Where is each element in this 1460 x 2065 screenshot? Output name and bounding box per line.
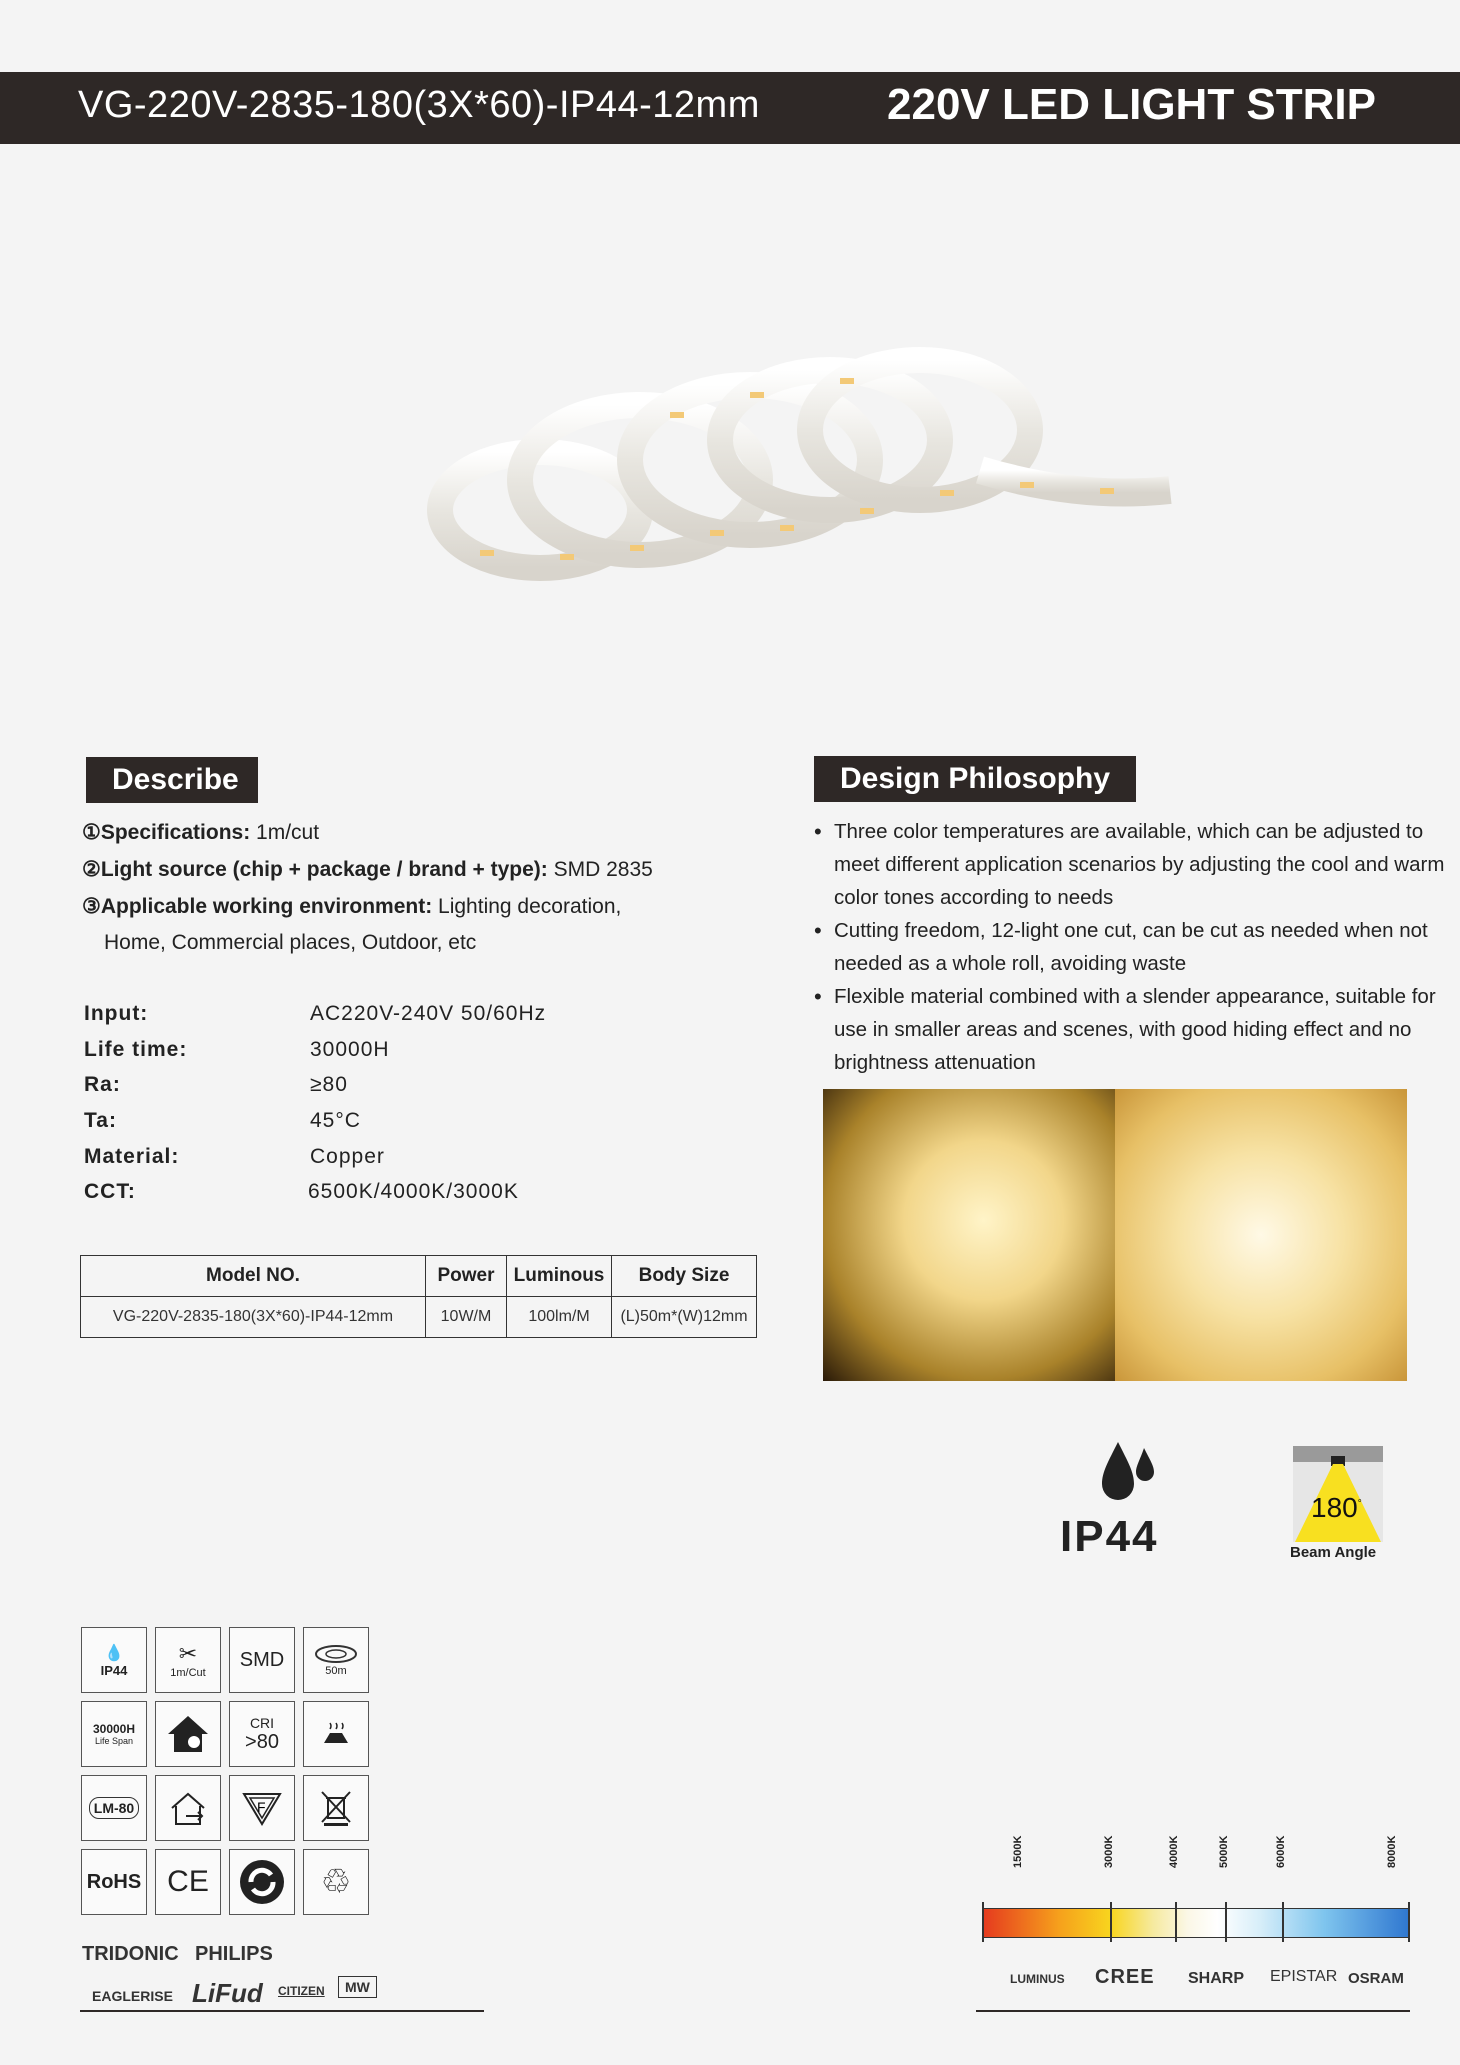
rohs-label: RoHS — [86, 1870, 142, 1893]
house-arrow-icon — [168, 1788, 208, 1828]
table-header: Body Size — [612, 1256, 757, 1297]
cct-tick — [1408, 1902, 1410, 1942]
outdoor-cell — [155, 1775, 221, 1841]
spec-value-ta: 45°C — [310, 1109, 361, 1132]
spec-value-cct: 6500K/4000K/3000K — [308, 1180, 519, 1203]
spec-line-label: ①Specifications: — [82, 821, 251, 844]
design-bullet-3: • Flexible material combined with a slender appearance, suitable for use in smaller areas and scenes, with good hiding effect and no brightness attenuation — [814, 980, 1454, 1079]
spec-value-input: AC220V-240V 50/60Hz — [310, 1002, 547, 1025]
describe-tag: Describe — [86, 757, 258, 803]
svg-text:F: F — [257, 1799, 266, 1815]
brand-meanwell: MW — [338, 1976, 377, 1998]
brand-philips: PHILIPS — [195, 1943, 273, 1965]
lm80-label: LM-80 — [89, 1797, 139, 1819]
cri-cell — [229, 1701, 295, 1767]
smd-cell — [229, 1627, 295, 1693]
crossed-bin-icon — [318, 1788, 354, 1828]
cct-label: 1500K — [1012, 1835, 1024, 1868]
lit-strip-photo-right — [1115, 1089, 1407, 1381]
recycle-icon: ♲ — [320, 1863, 352, 1901]
brand-lifud: LiFud — [192, 1978, 263, 2008]
spec-line-value: 1m/cut — [250, 821, 320, 844]
table-row — [81, 1297, 757, 1338]
ip44-label: IP44 — [1060, 1512, 1159, 1561]
reel-length-label: 50m — [325, 1665, 347, 1677]
cct-tick — [982, 1902, 984, 1942]
ip44-cell — [81, 1627, 147, 1693]
smd-cell-label: SMD — [239, 1648, 285, 1671]
brand-tridonic: TRIDONIC — [82, 1943, 179, 1965]
brand-sharp: SHARP — [1188, 1970, 1245, 1987]
table-header: Model NO. — [81, 1256, 426, 1297]
spec-line-2 — [82, 857, 653, 882]
spec-label-ra: Ra: — [84, 1073, 121, 1096]
reel-icon — [314, 1643, 358, 1665]
cct-tick — [1175, 1902, 1177, 1942]
lifespan-value: 30000H — [92, 1722, 136, 1736]
table-header: Power — [426, 1256, 507, 1297]
design-philosophy-tag: Design Philosophy — [814, 756, 1136, 802]
spec-label-ta: Ta: — [84, 1109, 117, 1132]
lit-strip-photo-left — [823, 1089, 1115, 1381]
water-drop-icon: 💧 — [104, 1644, 124, 1662]
brand-cree: CREE — [1095, 1966, 1155, 1988]
lm80-cell — [81, 1775, 147, 1841]
cct-label: 4000K — [1168, 1835, 1180, 1868]
rohs-cell — [81, 1849, 147, 1915]
beam-angle-label: Beam Angle — [1290, 1544, 1377, 1561]
model-title: VG-220V-2835-180(3X*60)-IP44-12mm — [78, 84, 760, 126]
spec-line-value: SMD 2835 — [547, 858, 653, 881]
indoor-cell — [155, 1701, 221, 1767]
heat-cell — [303, 1701, 369, 1767]
spec-table — [80, 1255, 757, 1338]
f-mark-icon — [240, 1788, 284, 1828]
house-icon — [166, 1714, 210, 1754]
weee-cell — [303, 1775, 369, 1841]
cct-label: 5000K — [1218, 1835, 1230, 1868]
table-header: Luminous — [507, 1256, 612, 1297]
product-image — [420, 340, 1180, 600]
table-cell: 10W/M — [426, 1297, 507, 1338]
water-drops-icon — [1098, 1440, 1158, 1510]
spec-value-material: Copper — [310, 1145, 385, 1168]
brand-luminus: LUMINUS — [1010, 1972, 1065, 1986]
beam-angle-icon — [1293, 1446, 1383, 1542]
cct-label: 3000K — [1103, 1835, 1115, 1868]
spec-value-ra: ≥80 — [310, 1073, 348, 1096]
spec-line-3-continuation: Home, Commercial places, Outdoor, etc — [104, 931, 477, 954]
cct-tick — [1110, 1902, 1112, 1942]
cri-value: >80 — [245, 1730, 279, 1753]
reel-length-cell — [303, 1627, 369, 1693]
spec-label-cct: CCT: — [84, 1180, 136, 1203]
ce-cell — [155, 1849, 221, 1915]
spec-line-1 — [82, 820, 319, 845]
cri-label: CRI — [249, 1714, 275, 1731]
recycle-cell — [303, 1849, 369, 1915]
table-header-row — [81, 1256, 757, 1297]
green-dot-cell — [229, 1849, 295, 1915]
lifespan-cell — [81, 1701, 147, 1767]
product-title: 220V LED LIGHT STRIP — [887, 80, 1376, 129]
spec-line-label: ②Light source (chip + package / brand + type): — [82, 858, 548, 881]
table-cell: 100lm/M — [507, 1297, 612, 1338]
beam-angle-degree: ° — [1357, 1498, 1362, 1510]
spec-line-value: Lighting decoration, — [432, 895, 622, 918]
brand-epistar: EPISTAR — [1270, 1968, 1338, 1985]
ip44-cell-label: IP44 — [100, 1662, 128, 1678]
spec-value-lifetime: 30000H — [310, 1038, 390, 1061]
divider-right — [976, 2010, 1410, 2012]
table-cell: (L)50m*(W)12mm — [612, 1297, 757, 1338]
spec-label-material: Material: — [84, 1145, 180, 1168]
spec-line-label: ③Applicable working environment: — [82, 895, 433, 918]
divider-left — [80, 2010, 484, 2012]
spec-label-input: Input: — [84, 1002, 149, 1025]
heat-dissipation-icon — [318, 1719, 354, 1749]
cct-tick — [1282, 1902, 1284, 1942]
cct-label: 8000K — [1386, 1835, 1398, 1868]
table-cell: VG-220V-2835-180(3X*60)-IP44-12mm — [81, 1297, 426, 1338]
design-bullet-1: • Three color temperatures are available, which can be adjusted to meet different application scenarios by adjusting the cool and warm color tones according to needs — [814, 815, 1454, 914]
ce-label: CE — [167, 1865, 209, 1898]
beam-angle-value: 180 — [1311, 1492, 1358, 1523]
cct-label: 6000K — [1275, 1835, 1287, 1868]
spec-line-3 — [82, 894, 621, 919]
cct-color-bar — [982, 1908, 1410, 1938]
brand-eaglerise: EAGLERISE — [92, 1988, 173, 2004]
green-dot-icon — [237, 1857, 287, 1907]
f-mark-cell — [229, 1775, 295, 1841]
lifespan-label: Life Span — [94, 1736, 134, 1746]
cut-cell-label: 1m/Cut — [170, 1667, 206, 1679]
spec-label-lifetime: Life time: — [84, 1038, 188, 1061]
brand-citizen: CITIZEN — [278, 1984, 325, 1998]
cct-tick — [1225, 1902, 1227, 1942]
design-bullet-2: • Cutting freedom, 12-light one cut, can be cut as needed when not needed as a whole roll, avoiding waste — [814, 914, 1454, 980]
cut-cell — [155, 1627, 221, 1693]
scissors-icon: ✂ — [178, 1641, 198, 1666]
brand-osram: OSRAM — [1348, 1970, 1404, 1987]
